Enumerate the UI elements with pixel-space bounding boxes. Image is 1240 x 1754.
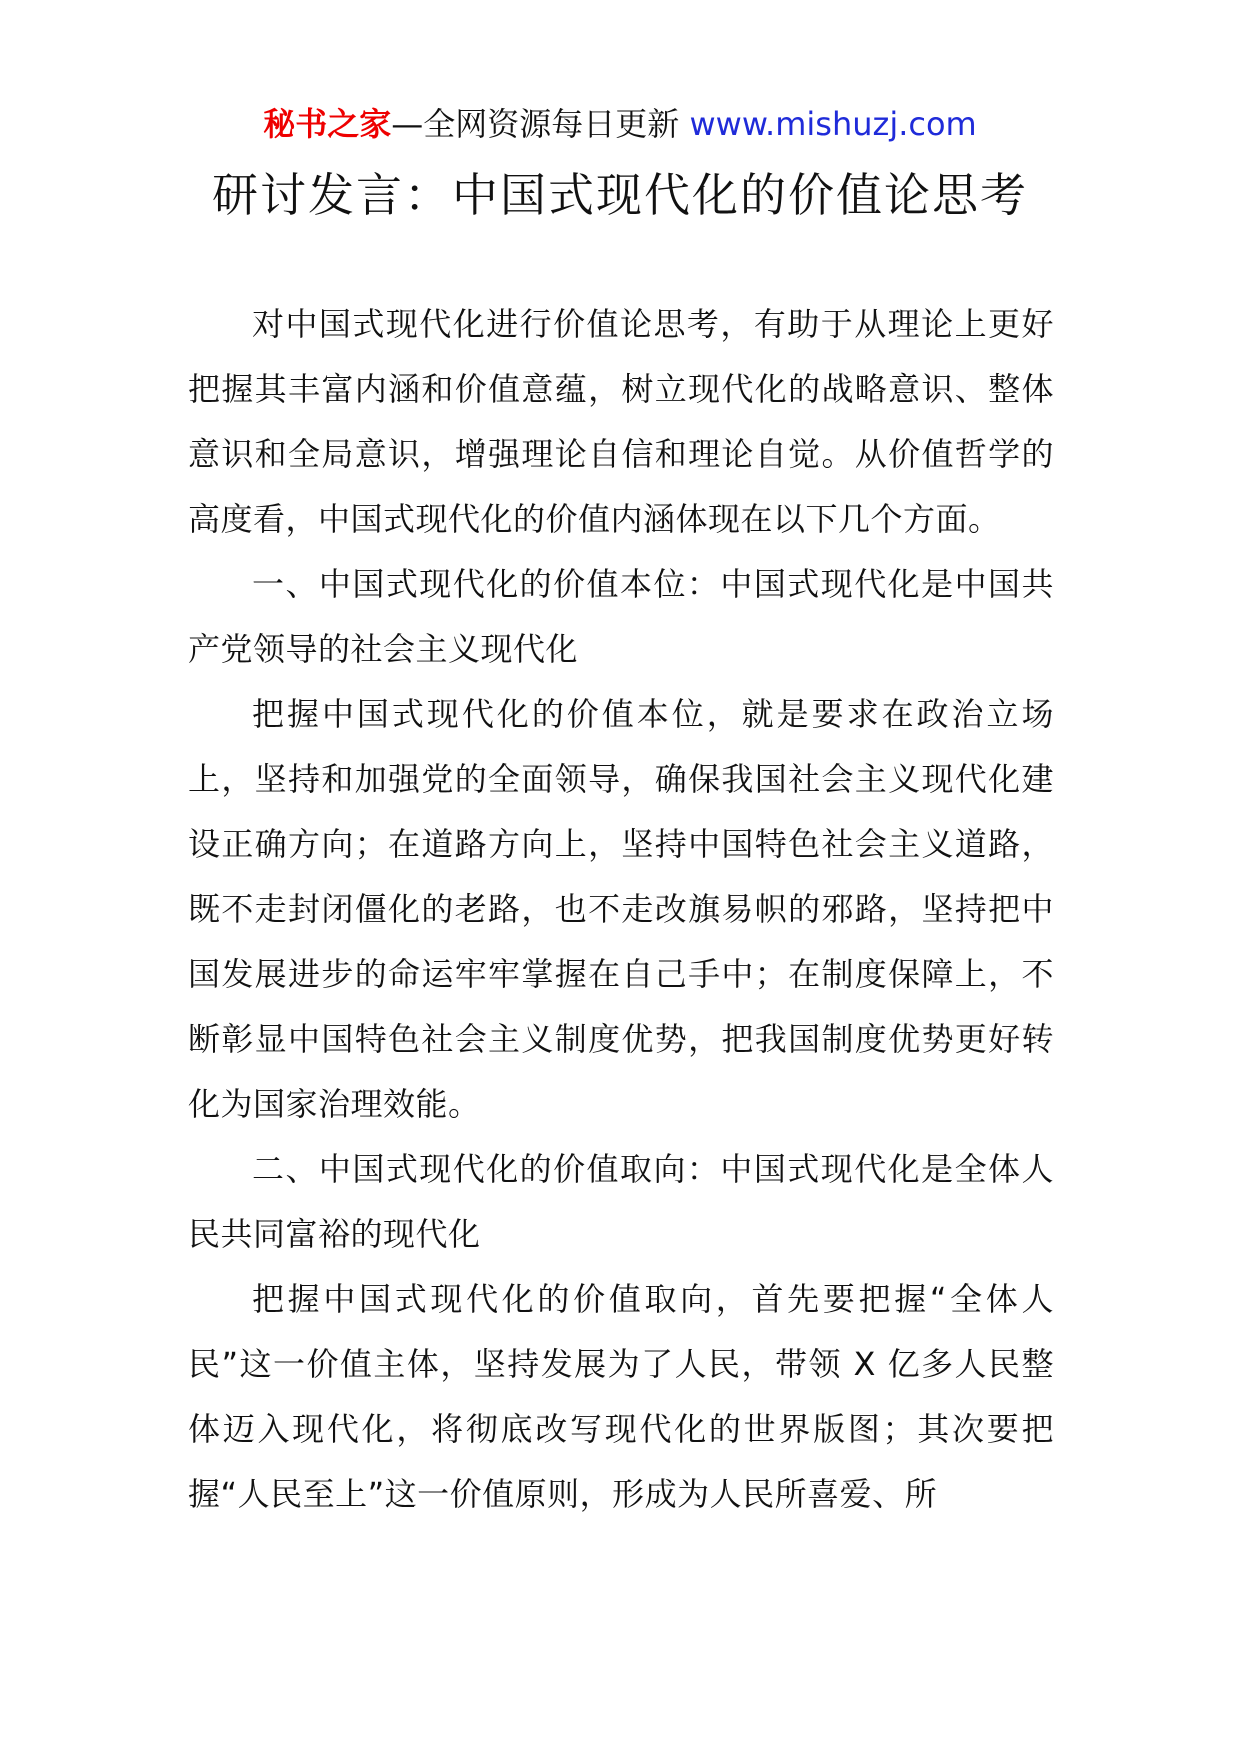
document-title: 研讨发言：中国式现代化的价值论思考: [212, 168, 1028, 222]
section-heading-1: 一、中国式现代化的价值本位：中国式现代化是中国共产党领导的社会主义现代化: [188, 565, 1054, 668]
section-2-paragraph: 把握中国式现代化的价值取向，首先要把握“全体人民”这一价值主体，坚持发展为了人民，带领 X 亿多人民整体迈入现代化，将彻底改写现代化的世界版图；其次要把握“人民至上”这一价值原则，形成为人民所喜爱、所: [188, 1280, 1054, 1513]
section-heading-2: 二、中国式现代化的价值取向：中国式现代化是全体人民共同富裕的现代化: [188, 1150, 1054, 1253]
site-header: [0, 100, 1240, 148]
site-url-link[interactable]: www.mishuzj.com: [689, 105, 977, 143]
header-slogan: —全网资源每日更新: [391, 105, 690, 143]
brand-name: 秘书之家: [263, 105, 392, 143]
intro-paragraph: 对中国式现代化进行价值论思考，有助于从理论上更好把握其丰富内涵和价值意蕴，树立现代化的战略意识、整体意识和全局意识，增强理论自信和理论自觉。从价值哲学的高度看，中国式现代化的价值内涵体现在以下几个方面。: [188, 305, 1054, 538]
section-1-paragraph: 把握中国式现代化的价值本位，就是要求在政治立场上，坚持和加强党的全面领导，确保我国社会主义现代化建设正确方向；在道路方向上，坚持中国特色社会主义道路，既不走封闭僵化的老路，也不走改旗易帜的邪路，坚持把中国发展进步的命运牢牢掌握在自己手中；在制度保障上，不断彰显中国特色社会主义制度优势，把我国制度优势更好转化为国家治理效能。: [188, 695, 1054, 1123]
document-body: [188, 292, 1054, 1527]
